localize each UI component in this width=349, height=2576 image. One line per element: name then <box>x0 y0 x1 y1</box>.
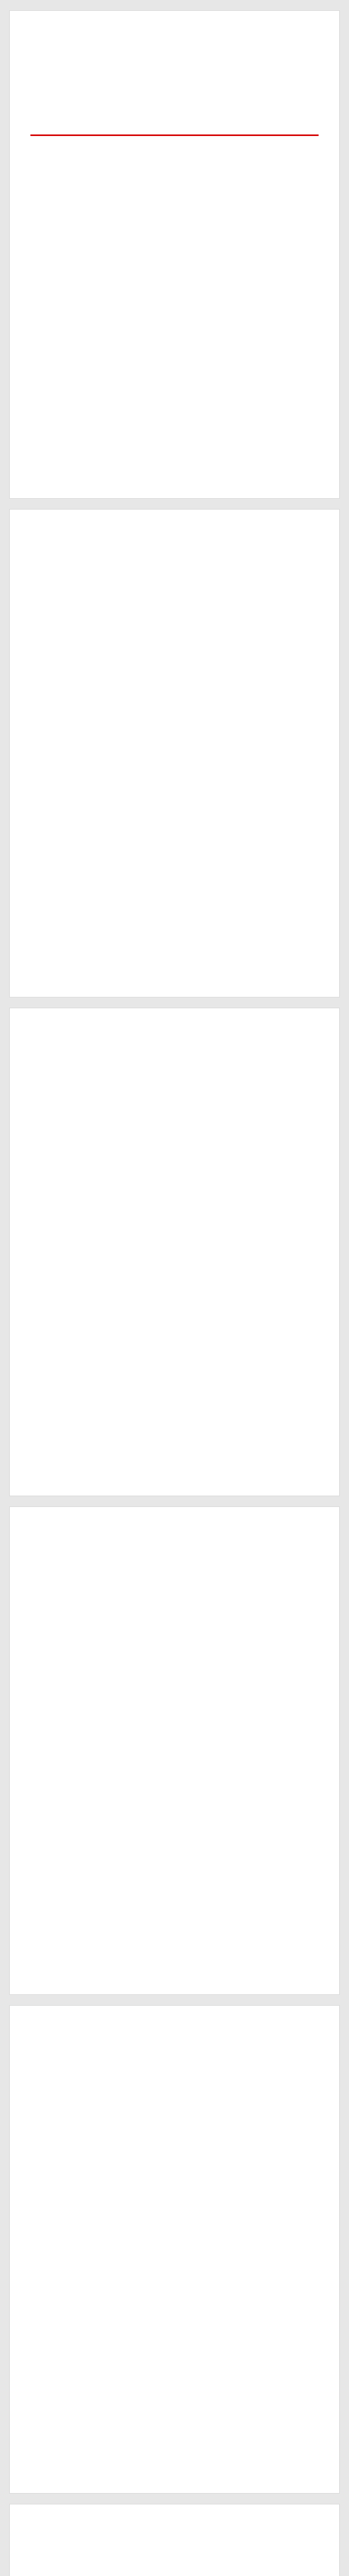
body-paragraph <box>47 2335 302 2351</box>
body-paragraph <box>47 1790 302 1806</box>
page-number <box>10 2463 339 2472</box>
body-paragraph <box>47 577 302 592</box>
body-paragraph <box>47 1214 302 1230</box>
body-paragraph <box>47 839 302 855</box>
body-paragraph <box>47 1415 302 1431</box>
body-paragraph <box>47 1122 302 1137</box>
body-paragraph <box>47 2212 302 2227</box>
body-paragraph <box>47 1605 302 1620</box>
body-paragraph <box>47 2165 302 2181</box>
page-body <box>10 510 339 947</box>
page-body <box>10 2006 339 2444</box>
body-paragraph <box>47 1431 302 1446</box>
body-paragraph <box>47 1137 302 1153</box>
body-paragraph <box>47 2397 302 2413</box>
body-paragraph <box>47 1744 302 1759</box>
body-paragraph <box>47 1852 302 1868</box>
body-paragraph <box>47 2258 302 2274</box>
body-paragraph <box>47 793 302 808</box>
body-paragraph <box>47 607 302 623</box>
body-paragraph <box>47 1636 302 1651</box>
body-paragraph <box>47 1384 302 1400</box>
body-paragraph <box>47 1899 302 1914</box>
document-page-2 <box>9 509 340 997</box>
issuer-heading-2 <box>10 73 339 106</box>
body-paragraph <box>47 777 302 793</box>
document-page-1 <box>9 10 340 499</box>
page-body <box>10 1507 339 1945</box>
page-body <box>10 1008 339 1446</box>
red-divider <box>30 134 319 136</box>
body-paragraph <box>47 2073 302 2088</box>
body-paragraph <box>47 1837 302 1852</box>
body-paragraph <box>47 339 302 354</box>
body-paragraph <box>47 1091 302 1106</box>
body-paragraph <box>47 1929 302 1945</box>
body-paragraph <box>47 2057 302 2073</box>
body-paragraph <box>47 1759 302 1775</box>
body-paragraph <box>47 1106 302 1122</box>
body-paragraph <box>47 1574 302 1589</box>
body-paragraph <box>47 2413 302 2428</box>
body-paragraph <box>47 1183 302 1199</box>
body-paragraph <box>47 215 302 231</box>
page-number <box>10 468 339 478</box>
document-page-6 <box>9 2504 340 2576</box>
body-paragraph <box>47 669 302 685</box>
body-paragraph <box>47 2540 302 2556</box>
body-paragraph <box>47 231 302 246</box>
page-body <box>10 200 339 447</box>
body-paragraph <box>47 1543 302 1558</box>
body-paragraph <box>47 200 302 215</box>
body-paragraph <box>47 1075 302 1091</box>
body-paragraph <box>47 2150 302 2165</box>
page-number <box>10 1466 339 1475</box>
body-paragraph <box>47 293 302 308</box>
page-body <box>10 2504 339 2576</box>
body-paragraph <box>47 277 302 293</box>
body-paragraph <box>47 1728 302 1744</box>
body-paragraph <box>47 1153 302 1168</box>
document-page-3 <box>9 1008 340 1496</box>
body-paragraph <box>47 370 302 385</box>
body-paragraph <box>47 308 302 324</box>
body-paragraph <box>47 1261 302 1276</box>
body-paragraph <box>47 917 302 932</box>
body-paragraph <box>47 2227 302 2243</box>
body-paragraph <box>47 2088 302 2104</box>
body-paragraph <box>47 2382 302 2397</box>
body-paragraph <box>47 1292 302 1307</box>
body-paragraph <box>47 1338 302 1353</box>
body-paragraph <box>47 1868 302 1883</box>
body-paragraph <box>47 623 302 638</box>
body-paragraph <box>47 1353 302 1369</box>
body-paragraph <box>47 2289 302 2304</box>
body-paragraph <box>47 1821 302 1837</box>
document-number <box>10 119 339 129</box>
body-paragraph <box>47 432 302 447</box>
body-paragraph <box>47 1276 302 1292</box>
body-paragraph <box>47 1713 302 1728</box>
body-paragraph <box>47 747 302 762</box>
body-paragraph <box>47 1883 302 1899</box>
body-paragraph <box>47 824 302 839</box>
body-paragraph <box>47 2556 302 2571</box>
body-paragraph <box>47 1199 302 1214</box>
body-paragraph <box>47 1698 302 1713</box>
body-paragraph <box>47 855 302 870</box>
body-paragraph <box>47 354 302 370</box>
body-paragraph <box>47 2571 302 2576</box>
body-paragraph <box>47 1775 302 1790</box>
body-paragraph <box>47 2304 302 2320</box>
body-paragraph <box>47 2181 302 2196</box>
body-paragraph <box>47 716 302 731</box>
body-paragraph <box>47 2134 302 2150</box>
page-number <box>10 967 339 976</box>
body-paragraph <box>47 1558 302 1574</box>
body-paragraph <box>47 2366 302 2382</box>
body-paragraph <box>47 731 302 747</box>
document-page-5 <box>9 2005 340 2494</box>
body-paragraph <box>47 1230 302 1245</box>
body-paragraph <box>47 262 302 277</box>
body-paragraph <box>47 2104 302 2119</box>
body-paragraph <box>47 1806 302 1821</box>
body-paragraph <box>47 546 302 561</box>
body-paragraph <box>47 808 302 824</box>
body-paragraph <box>47 2196 302 2212</box>
body-paragraph <box>47 886 302 901</box>
body-paragraph <box>47 762 302 777</box>
body-paragraph <box>47 1400 302 1415</box>
body-paragraph <box>47 2428 302 2444</box>
body-paragraph <box>47 1620 302 1636</box>
body-paragraph <box>47 2243 302 2258</box>
body-paragraph <box>47 2119 302 2134</box>
body-paragraph <box>47 324 302 339</box>
body-paragraph <box>47 870 302 886</box>
document-page-4 <box>9 1506 340 1995</box>
body-paragraph <box>47 1667 302 1682</box>
body-paragraph <box>47 561 302 577</box>
body-paragraph <box>47 1168 302 1183</box>
body-paragraph <box>47 2351 302 2366</box>
body-paragraph <box>47 1369 302 1384</box>
body-paragraph <box>47 685 302 700</box>
body-paragraph <box>47 1307 302 1323</box>
page-number <box>10 1964 339 1974</box>
body-paragraph <box>47 932 302 947</box>
body-paragraph <box>47 700 302 716</box>
body-paragraph <box>47 385 302 401</box>
body-paragraph <box>47 246 302 262</box>
document-title <box>46 154 303 189</box>
body-paragraph <box>47 2320 302 2335</box>
body-paragraph <box>47 638 302 654</box>
body-paragraph <box>47 1914 302 1929</box>
body-paragraph <box>47 1044 302 1060</box>
body-paragraph <box>47 2274 302 2289</box>
body-paragraph <box>47 1245 302 1261</box>
body-paragraph <box>47 1682 302 1698</box>
issuer-heading-1 <box>10 40 339 73</box>
body-paragraph <box>47 592 302 607</box>
red-header <box>10 11 339 129</box>
body-paragraph <box>47 2042 302 2057</box>
body-paragraph <box>47 1323 302 1338</box>
body-paragraph <box>47 1589 302 1605</box>
body-paragraph <box>47 1651 302 1667</box>
body-paragraph <box>47 654 302 669</box>
body-paragraph <box>47 1060 302 1075</box>
body-paragraph <box>47 401 302 416</box>
body-paragraph <box>47 416 302 432</box>
body-paragraph <box>47 901 302 917</box>
